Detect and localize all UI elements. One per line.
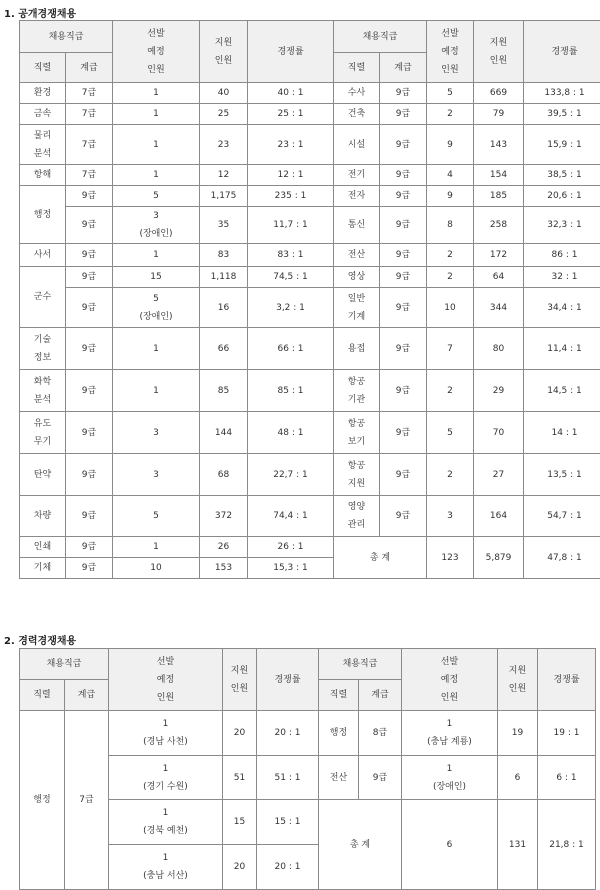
ratio-cell: 86 : 1: [524, 244, 600, 267]
table-row: [20, 104, 600, 125]
seonbal-cell: 1: [113, 244, 200, 267]
ratio-cell: 11,4 : 1: [524, 328, 600, 370]
jiwon-cell: 79: [474, 104, 524, 125]
ratio-cell: 6 : 1: [538, 756, 596, 800]
ratio-cell: 54,7 : 1: [524, 496, 600, 537]
jiwon-cell: 344: [474, 288, 524, 328]
total-seonbal: 6: [402, 800, 498, 890]
jiwon-cell: 153: [200, 558, 248, 579]
jiwon-cell: 23: [200, 125, 248, 165]
table-row: [20, 267, 600, 288]
gyegeup-cell: 7급: [66, 104, 113, 125]
gyegeup-cell: 9급: [380, 125, 427, 165]
total-label: 총 계: [319, 800, 402, 890]
seonbal-cell: 2: [427, 454, 474, 496]
seonbal-cell: 1 (장애인): [402, 756, 498, 800]
ratio-cell: 85 : 1: [248, 370, 334, 412]
ratio-cell: 74,4 : 1: [248, 496, 334, 537]
ratio-cell: 66 : 1: [248, 328, 334, 370]
gyegeup-cell: 9급: [380, 104, 427, 125]
gyegeup-cell: 7급: [66, 165, 113, 186]
seonbal-cell: 9: [427, 125, 474, 165]
jikryeol-cell: 수사: [334, 83, 380, 104]
header-jiwon: 지원 인원: [498, 649, 538, 711]
jikryeol-cell: 영상: [334, 267, 380, 288]
gyegeup-cell: 9급: [380, 288, 427, 328]
table-row: [20, 125, 600, 165]
jiwon-cell: 20: [223, 711, 257, 756]
jikryeol-cell: 일반 기계: [334, 288, 380, 328]
table-row: [20, 649, 596, 680]
jikryeol-cell: 행정: [20, 186, 66, 244]
ratio-cell: 15,3 : 1: [248, 558, 334, 579]
jikryeol-cell: 인쇄: [20, 537, 66, 558]
table-row: [20, 496, 600, 537]
jikryeol-cell: 물리 분석: [20, 125, 66, 165]
jiwon-cell: 15: [223, 800, 257, 845]
table-row: [20, 288, 600, 328]
jikryeol-cell: 행정: [20, 711, 65, 890]
jiwon-cell: 258: [474, 207, 524, 244]
table-row: [20, 207, 600, 244]
header-jikryeol: 직렬: [20, 680, 65, 711]
seonbal-cell: 1: [113, 537, 200, 558]
jiwon-cell: 19: [498, 711, 538, 756]
gyegeup-cell: 9급: [380, 186, 427, 207]
table-row: [20, 454, 600, 496]
jiwon-cell: 1,175: [200, 186, 248, 207]
jiwon-cell: 64: [474, 267, 524, 288]
ratio-cell: 38,5 : 1: [524, 165, 600, 186]
total-label: 총 계: [334, 537, 427, 579]
gyegeup-cell: 9급: [66, 558, 113, 579]
gyegeup-cell: 9급: [380, 244, 427, 267]
ratio-cell: 25 : 1: [248, 104, 334, 125]
table-row: [20, 711, 596, 756]
table-row: [20, 21, 600, 53]
gyegeup-cell: 9급: [380, 412, 427, 454]
header-jiwon: 지원 인원: [474, 21, 524, 83]
seonbal-cell: 1 (충남 서산): [109, 845, 223, 890]
header-gyegeup: 계급: [380, 53, 427, 83]
jikryeol-cell: 군수: [20, 267, 66, 328]
seonbal-cell: 5: [427, 412, 474, 454]
ratio-cell: 74,5 : 1: [248, 267, 334, 288]
gyegeup-cell: 9급: [66, 186, 113, 207]
ratio-cell: 20,6 : 1: [524, 186, 600, 207]
ratio-cell: 32,3 : 1: [524, 207, 600, 244]
jikryeol-cell: 전기: [334, 165, 380, 186]
ratio-cell: 26 : 1: [248, 537, 334, 558]
jikryeol-cell: 시설: [334, 125, 380, 165]
jikryeol-cell: 기체: [20, 558, 66, 579]
jiwon-cell: 12: [200, 165, 248, 186]
table-row: [20, 412, 600, 454]
gyegeup-cell: 7급: [66, 83, 113, 104]
career-competition-table: [19, 648, 596, 890]
gyegeup-cell: 9급: [66, 207, 113, 244]
seonbal-cell: 1 (경기 수원): [109, 756, 223, 800]
jiwon-cell: 1,118: [200, 267, 248, 288]
table-row: [20, 537, 600, 558]
jiwon-cell: 40: [200, 83, 248, 104]
seonbal-cell: 2: [427, 370, 474, 412]
header-seonbal: 선발 예정 인원: [402, 649, 498, 711]
jiwon-cell: 26: [200, 537, 248, 558]
seonbal-cell: 9: [427, 186, 474, 207]
ratio-cell: 83 : 1: [248, 244, 334, 267]
gyegeup-cell: 9급: [380, 207, 427, 244]
gyegeup-cell: 9급: [380, 496, 427, 537]
gyegeup-cell: 9급: [380, 454, 427, 496]
jikryeol-cell: 용접: [334, 328, 380, 370]
ratio-cell: 11,7 : 1: [248, 207, 334, 244]
jiwon-cell: 66: [200, 328, 248, 370]
header-jikryeol: 직렬: [334, 53, 380, 83]
seonbal-cell: 7: [427, 328, 474, 370]
table-row: [20, 83, 600, 104]
jikryeol-cell: 기술 정보: [20, 328, 66, 370]
seonbal-cell: 3: [427, 496, 474, 537]
jikryeol-cell: 탄약: [20, 454, 66, 496]
jiwon-cell: 85: [200, 370, 248, 412]
ratio-cell: 20 : 1: [257, 711, 319, 756]
seonbal-cell: 1 (경남 사천): [109, 711, 223, 756]
jiwon-cell: 29: [474, 370, 524, 412]
jiwon-cell: 669: [474, 83, 524, 104]
section1-title: 1. 공개경쟁채용: [4, 5, 76, 20]
header-gyeongjaeng: 경쟁률: [538, 649, 596, 711]
seonbal-cell: 1: [113, 370, 200, 412]
jikryeol-cell: 화학 분석: [20, 370, 66, 412]
jikryeol-cell: 금속: [20, 104, 66, 125]
jiwon-cell: 51: [223, 756, 257, 800]
seonbal-cell: 5: [113, 186, 200, 207]
seonbal-cell: 3 (장애인): [113, 207, 200, 244]
gyegeup-cell: 9급: [66, 412, 113, 454]
seonbal-cell: 2: [427, 104, 474, 125]
seonbal-cell: 1: [113, 83, 200, 104]
ratio-cell: 39,5 : 1: [524, 104, 600, 125]
header-gyeongjaeng: 경쟁률: [524, 21, 600, 83]
header-jikgeup: 채용직급: [20, 21, 113, 53]
jikryeol-cell: 영양 관리: [334, 496, 380, 537]
ratio-cell: 48 : 1: [248, 412, 334, 454]
header-gyeongjaeng: 경쟁률: [257, 649, 319, 711]
jiwon-cell: 25: [200, 104, 248, 125]
jiwon-cell: 6: [498, 756, 538, 800]
header-gyeongjaeng: 경쟁률: [248, 21, 334, 83]
jiwon-cell: 185: [474, 186, 524, 207]
table-row: [20, 165, 600, 186]
gyegeup-cell: 9급: [66, 454, 113, 496]
seonbal-cell: 3: [113, 454, 200, 496]
ratio-cell: 3,2 : 1: [248, 288, 334, 328]
header-jiwon: 지원 인원: [200, 21, 248, 83]
header-jikgeup: 채용직급: [20, 649, 109, 680]
table-row: [20, 186, 600, 207]
jiwon-cell: 143: [474, 125, 524, 165]
table-row: [20, 370, 600, 412]
total-jiwon: 5,879: [474, 537, 524, 579]
ratio-cell: 15,9 : 1: [524, 125, 600, 165]
seonbal-cell: 1: [113, 125, 200, 165]
seonbal-cell: 5: [113, 496, 200, 537]
ratio-cell: 14,5 : 1: [524, 370, 600, 412]
header-gyegeup: 계급: [66, 53, 113, 83]
jikryeol-cell: 행정: [319, 711, 359, 756]
header-jikgeup: 채용직급: [319, 649, 402, 680]
seonbal-cell: 1 (경북 예천): [109, 800, 223, 845]
header-gyegeup: 계급: [65, 680, 109, 711]
ratio-cell: 14 : 1: [524, 412, 600, 454]
header-jikgeup: 채용직급: [334, 21, 427, 53]
gyegeup-cell: 9급: [380, 83, 427, 104]
total-ratio: 21,8 : 1: [538, 800, 596, 890]
jiwon-cell: 172: [474, 244, 524, 267]
ratio-cell: 22,7 : 1: [248, 454, 334, 496]
gyegeup-cell: 9급: [66, 537, 113, 558]
seonbal-cell: 10: [427, 288, 474, 328]
ratio-cell: 20 : 1: [257, 845, 319, 890]
gyegeup-cell: 9급: [359, 756, 402, 800]
ratio-cell: 19 : 1: [538, 711, 596, 756]
jiwon-cell: 144: [200, 412, 248, 454]
gyegeup-cell: 9급: [380, 267, 427, 288]
seonbal-cell: 1: [113, 328, 200, 370]
jiwon-cell: 70: [474, 412, 524, 454]
jikryeol-cell: 항해: [20, 165, 66, 186]
jikryeol-cell: 항공 기관: [334, 370, 380, 412]
gyegeup-cell: 8급: [359, 711, 402, 756]
table-row: [20, 244, 600, 267]
ratio-cell: 235 : 1: [248, 186, 334, 207]
header-seonbal: 선발 예정 인원: [109, 649, 223, 711]
jiwon-cell: 154: [474, 165, 524, 186]
header-seonbal: 선발 예정 인원: [427, 21, 474, 83]
ratio-cell: 13,5 : 1: [524, 454, 600, 496]
seonbal-cell: 5: [427, 83, 474, 104]
section2-title: 2. 경력경쟁채용: [4, 632, 76, 647]
jikryeol-cell: 전자: [334, 186, 380, 207]
seonbal-cell: 5 (장애인): [113, 288, 200, 328]
jiwon-cell: 20: [223, 845, 257, 890]
ratio-cell: 15 : 1: [257, 800, 319, 845]
gyegeup-cell: 9급: [66, 288, 113, 328]
seonbal-cell: 2: [427, 267, 474, 288]
jiwon-cell: 80: [474, 328, 524, 370]
seonbal-cell: 8: [427, 207, 474, 244]
seonbal-cell: 3: [113, 412, 200, 454]
jiwon-cell: 83: [200, 244, 248, 267]
jikryeol-cell: 전산: [319, 756, 359, 800]
seonbal-cell: 1 (충남 계룡): [402, 711, 498, 756]
jikryeol-cell: 항공 보기: [334, 412, 380, 454]
gyegeup-cell: 9급: [66, 496, 113, 537]
jiwon-cell: 164: [474, 496, 524, 537]
gyegeup-cell: 7급: [65, 711, 109, 890]
header-seonbal: 선발 예정 인원: [113, 21, 200, 83]
seonbal-cell: 2: [427, 244, 474, 267]
jiwon-cell: 35: [200, 207, 248, 244]
total-seonbal: 123: [427, 537, 474, 579]
ratio-cell: 133,8 : 1: [524, 83, 600, 104]
jikryeol-cell: 유도 무기: [20, 412, 66, 454]
jikryeol-cell: 전산: [334, 244, 380, 267]
header-jikryeol: 직렬: [20, 53, 66, 83]
header-gyegeup: 계급: [359, 680, 402, 711]
gyegeup-cell: 7급: [66, 125, 113, 165]
jiwon-cell: 16: [200, 288, 248, 328]
jikryeol-cell: 항공 지원: [334, 454, 380, 496]
gyegeup-cell: 9급: [380, 370, 427, 412]
total-ratio: 47,8 : 1: [524, 537, 600, 579]
header-jiwon: 지원 인원: [223, 649, 257, 711]
seonbal-cell: 10: [113, 558, 200, 579]
seonbal-cell: 4: [427, 165, 474, 186]
gyegeup-cell: 9급: [66, 370, 113, 412]
seonbal-cell: 1: [113, 104, 200, 125]
jikryeol-cell: 통신: [334, 207, 380, 244]
gyegeup-cell: 9급: [380, 165, 427, 186]
jiwon-cell: 27: [474, 454, 524, 496]
jikryeol-cell: 환경: [20, 83, 66, 104]
ratio-cell: 40 : 1: [248, 83, 334, 104]
table-row: [20, 328, 600, 370]
jikryeol-cell: 차량: [20, 496, 66, 537]
gyegeup-cell: 9급: [66, 244, 113, 267]
gyegeup-cell: 9급: [66, 267, 113, 288]
seonbal-cell: 15: [113, 267, 200, 288]
jikryeol-cell: 건축: [334, 104, 380, 125]
seonbal-cell: 1: [113, 165, 200, 186]
ratio-cell: 23 : 1: [248, 125, 334, 165]
open-competition-table: [19, 20, 600, 579]
gyegeup-cell: 9급: [66, 328, 113, 370]
ratio-cell: 34,4 : 1: [524, 288, 600, 328]
jiwon-cell: 372: [200, 496, 248, 537]
total-jiwon: 131: [498, 800, 538, 890]
jikryeol-cell: 사서: [20, 244, 66, 267]
ratio-cell: 12 : 1: [248, 165, 334, 186]
ratio-cell: 51 : 1: [257, 756, 319, 800]
gyegeup-cell: 9급: [380, 328, 427, 370]
jiwon-cell: 68: [200, 454, 248, 496]
header-jikryeol: 직렬: [319, 680, 359, 711]
ratio-cell: 32 : 1: [524, 267, 600, 288]
